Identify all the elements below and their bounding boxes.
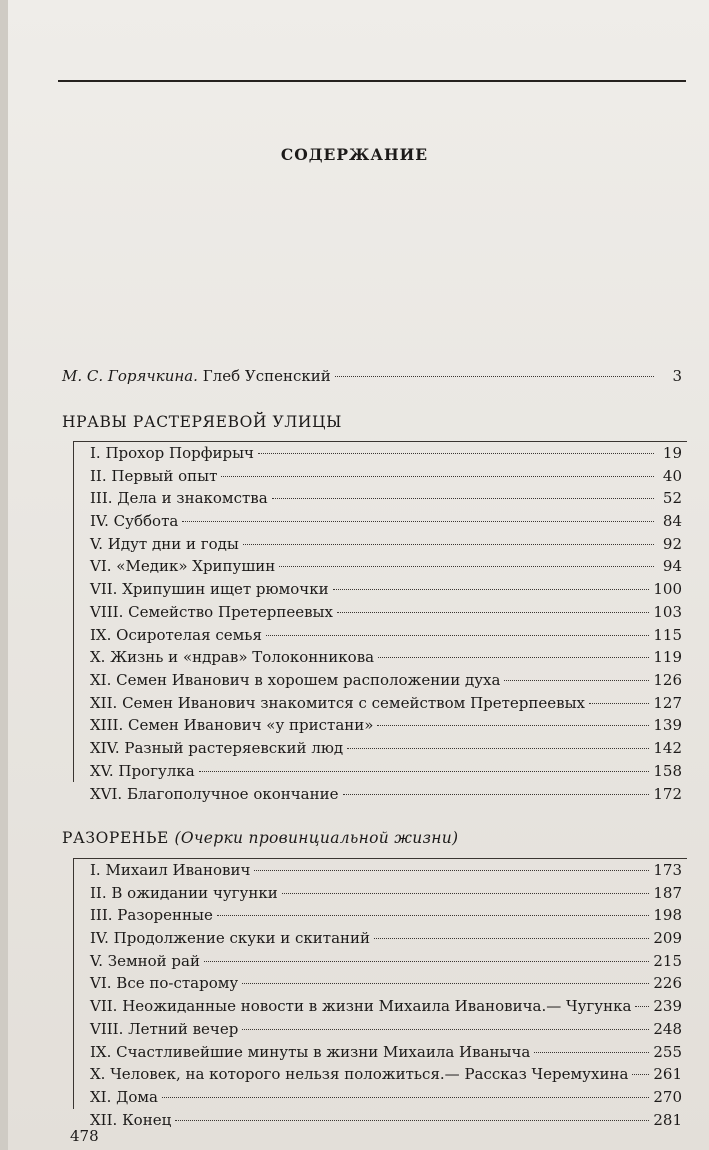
- dot-leader: [279, 566, 654, 567]
- toc-entry: [90, 974, 682, 996]
- entry-label: III. Разоренные: [90, 906, 213, 924]
- entry-label: XV. Прогулка: [90, 762, 195, 780]
- dot-leader: [221, 476, 654, 477]
- entry-label: VII. Хрипушин ищет рюмочки: [90, 580, 329, 598]
- dot-leader: [589, 703, 649, 704]
- dot-leader: [534, 1052, 649, 1053]
- page-edge: [0, 0, 8, 1150]
- dot-leader: [204, 961, 649, 962]
- dot-leader: [374, 938, 649, 939]
- toc-entry: [90, 694, 682, 716]
- dot-leader: [343, 794, 650, 795]
- toc-entry: [90, 739, 682, 761]
- entry-label: X. Жизнь и «ндрав» Толоконникова: [90, 648, 375, 666]
- header-rule: [58, 80, 686, 82]
- dot-leader: [377, 725, 649, 726]
- toc-entry: [90, 626, 682, 648]
- dot-leader: [258, 453, 654, 454]
- entry-page: 19: [662, 444, 682, 462]
- entry-page: 239: [653, 997, 682, 1015]
- entry-page: 255: [653, 1043, 682, 1061]
- dot-leader: [199, 771, 650, 772]
- toc-entry: [90, 906, 682, 928]
- dot-leader: [347, 748, 649, 749]
- section-2-title: [62, 829, 458, 847]
- entry-page: 281: [653, 1111, 682, 1129]
- toc-entry: [90, 952, 682, 974]
- toc-entry: [90, 648, 682, 670]
- entry-label: XII. Семен Иванович знакомится с семейством Претерпеевых: [90, 694, 586, 712]
- entry-page: 52: [662, 489, 682, 507]
- entry-label: XIII. Семен Иванович «у пристани»: [90, 716, 374, 734]
- intro-label: [62, 367, 331, 385]
- entry-page: 139: [653, 716, 682, 734]
- toc-entry: [90, 467, 682, 489]
- intro-page: 3: [672, 367, 682, 385]
- toc-entry: [90, 603, 682, 625]
- section-2-title-text: РАЗОРЕНЬЕ: [62, 829, 169, 847]
- entry-page: 270: [653, 1088, 682, 1106]
- entry-label: IV. Продолжение скуки и скитаний: [90, 929, 371, 947]
- dot-leader: [175, 1120, 649, 1121]
- toc-entry: [90, 671, 682, 693]
- dot-leader: [242, 1029, 649, 1030]
- dot-leader: [266, 635, 649, 636]
- entry-page: 40: [662, 467, 682, 485]
- toc-entry: [90, 489, 682, 511]
- dot-leader: [282, 893, 650, 894]
- entry-label: VIII. Летний вечер: [90, 1020, 239, 1038]
- entry-page: 261: [653, 1065, 682, 1083]
- toc-entry: [90, 785, 682, 807]
- entry-label: IX. Осиротелая семья: [90, 626, 262, 644]
- entry-label: I. Прохор Порфирыч: [90, 444, 254, 462]
- toc-entry: [90, 1065, 682, 1087]
- entry-label: VII. Неожиданные новости в жизни Михаила Ивановича.— Чугунка: [90, 997, 632, 1015]
- entry-label: XIV. Разный растеряевский люд: [90, 739, 344, 757]
- entry-label: II. Первый опыт: [90, 467, 218, 485]
- intro-title: Глеб Успенский: [202, 367, 331, 385]
- entry-page: 126: [653, 671, 682, 689]
- entry-page: 209: [653, 929, 682, 947]
- toc-entry: [90, 1020, 682, 1042]
- dot-leader: [632, 1074, 649, 1075]
- toc-entry: [90, 1088, 682, 1110]
- entry-page: 142: [653, 739, 682, 757]
- entry-label: IX. Счастливейшие минуты в жизни Михаила Иваныча: [90, 1043, 531, 1061]
- dot-leader: [243, 544, 654, 545]
- entry-page: 172: [653, 785, 682, 803]
- intro-author: М. С. Горячкина.: [62, 367, 198, 385]
- entry-page: 119: [653, 648, 682, 666]
- toc-entry: [90, 1111, 682, 1133]
- entry-page: 248: [653, 1020, 682, 1038]
- entry-page: 100: [653, 580, 682, 598]
- entry-page: 115: [653, 626, 682, 644]
- toc-entry: [90, 512, 682, 534]
- entry-page: 84: [662, 512, 682, 530]
- dot-leader: [337, 612, 649, 613]
- dot-leader: [242, 983, 649, 984]
- entry-label: V. Земной рай: [90, 952, 200, 970]
- entry-page: 215: [653, 952, 682, 970]
- dot-leader: [217, 915, 650, 916]
- entry-page: 173: [653, 861, 682, 879]
- entry-label: VIII. Семейство Претерпеевых: [90, 603, 333, 621]
- entry-label: XII. Конец: [90, 1111, 172, 1129]
- entry-label: VI. Все по-старому: [90, 974, 239, 992]
- dot-leader: [254, 870, 649, 871]
- entry-label: XVI. Благополучное окончание: [90, 785, 339, 803]
- entry-label: V. Идут дни и годы: [90, 535, 239, 553]
- entry-label: XI. Семен Иванович в хорошем расположении духа: [90, 671, 501, 689]
- dot-leader: [504, 680, 649, 681]
- page-number: 478: [70, 1127, 99, 1145]
- section-1-title: [62, 413, 342, 431]
- dot-leader: [162, 1097, 649, 1098]
- dot-leader: [272, 498, 654, 499]
- toc-entry: [90, 535, 682, 557]
- section-1-title-text: НРАВЫ РАСТЕРЯЕВОЙ УЛИЦЫ: [62, 413, 342, 431]
- section-2-subtitle: (Очерки провинциальной жизни): [174, 829, 459, 847]
- entry-label: I. Михаил Иванович: [90, 861, 251, 879]
- toc-entry: [90, 557, 682, 579]
- entry-label: IV. Суббота: [90, 512, 179, 530]
- toc-entry: [90, 762, 682, 784]
- entry-page: 158: [653, 762, 682, 780]
- entry-page: 127: [653, 694, 682, 712]
- entry-page: 103: [653, 603, 682, 621]
- dot-leader: [182, 521, 654, 522]
- entry-label: VI. «Медик» Хрипушин: [90, 557, 276, 575]
- dot-leader: [635, 1006, 649, 1007]
- entry-page: 94: [662, 557, 682, 575]
- dot-leader: [333, 589, 650, 590]
- toc-entry: [90, 997, 682, 1019]
- toc-entry: [90, 861, 682, 883]
- entry-label: III. Дела и знакомства: [90, 489, 268, 507]
- intro-entry: [62, 367, 682, 389]
- entry-page: 187: [653, 884, 682, 902]
- dot-leader: [335, 376, 654, 377]
- entry-page: 226: [653, 974, 682, 992]
- toc-entry: [90, 444, 682, 466]
- page-title: СОДЕРЖАНИЕ: [280, 145, 429, 164]
- toc-entry: [90, 929, 682, 951]
- entry-page: 198: [653, 906, 682, 924]
- toc-entry: [90, 884, 682, 906]
- entry-label: X. Человек, на которого нельзя положиться.— Рассказ Черемухина: [90, 1065, 629, 1083]
- dot-leader: [378, 657, 649, 658]
- toc-entry: [90, 716, 682, 738]
- entry-label: XI. Дома: [90, 1088, 158, 1106]
- toc-entry: [90, 1043, 682, 1065]
- entry-label: II. В ожидании чугунки: [90, 884, 278, 902]
- entry-page: 92: [662, 535, 682, 553]
- toc-entry: [90, 580, 682, 602]
